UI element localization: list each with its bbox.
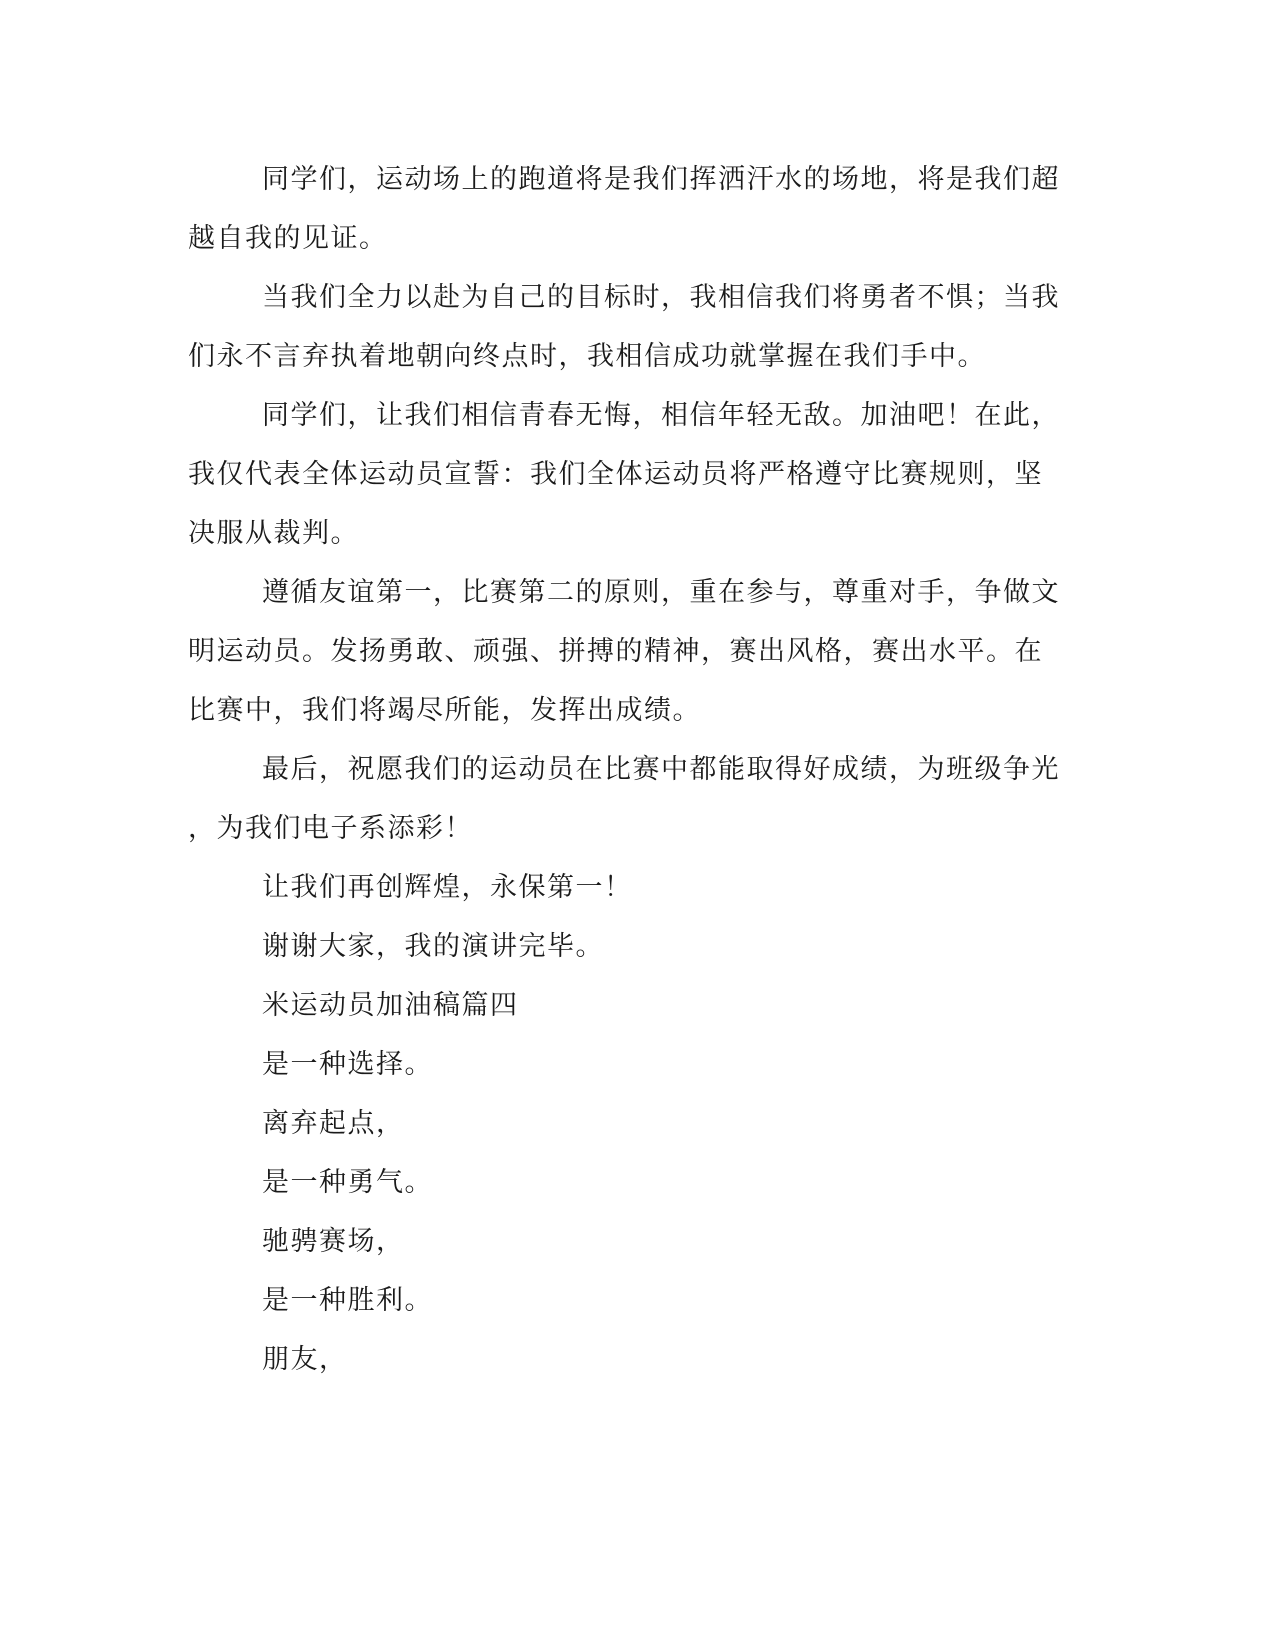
paragraph-6: 让我们再创辉煌，永保第一！ xyxy=(262,872,633,903)
paragraph-5-line-2: ，为我们电子系添彩！ xyxy=(188,813,473,844)
paragraph-4-line-2: 明运动员。发扬勇敢、顽强、拼搏的精神，赛出风格，赛出水平。在 xyxy=(188,636,1043,667)
paragraph-2-line-1: 当我们全力以赴为自己的目标时，我相信我们将勇者不惧；当我 xyxy=(262,282,1060,313)
paragraph-5-line-1: 最后，祝愿我们的运动员在比赛中都能取得好成绩，为班级争光 xyxy=(262,754,1060,785)
paragraph-1-line-1: 同学们，运动场上的跑道将是我们挥洒汗水的场地，将是我们超 xyxy=(262,164,1060,195)
poem-line-2: 离弃起点， xyxy=(262,1108,405,1139)
poem-line-3: 是一种勇气。 xyxy=(262,1167,433,1198)
paragraph-4-line-3: 比赛中，我们将竭尽所能，发挥出成绩。 xyxy=(188,695,701,726)
paragraph-1-line-2: 越自我的见证。 xyxy=(188,223,388,254)
poem-line-1: 是一种选择。 xyxy=(262,1049,433,1080)
paragraph-3-line-2: 我仅代表全体运动员宣誓：我们全体运动员将严格遵守比赛规则，坚 xyxy=(188,459,1043,490)
poem-line-5: 是一种胜利。 xyxy=(262,1285,433,1316)
paragraph-4-line-1: 遵循友谊第一，比赛第二的原则，重在参与，尊重对手，争做文 xyxy=(262,577,1060,608)
section-heading: 米运动员加油稿篇四 xyxy=(262,990,519,1021)
paragraph-3-line-1: 同学们，让我们相信青春无悔，相信年轻无敌。加油吧！在此， xyxy=(262,400,1060,431)
poem-line-6: 朋友， xyxy=(262,1344,348,1375)
paragraph-2-line-2: 们永不言弃执着地朝向终点时，我相信成功就掌握在我们手中。 xyxy=(188,341,986,372)
paragraph-3-line-3: 决服从裁判。 xyxy=(188,518,359,549)
paragraph-7: 谢谢大家，我的演讲完毕。 xyxy=(262,931,604,962)
poem-line-4: 驰骋赛场， xyxy=(262,1226,405,1257)
